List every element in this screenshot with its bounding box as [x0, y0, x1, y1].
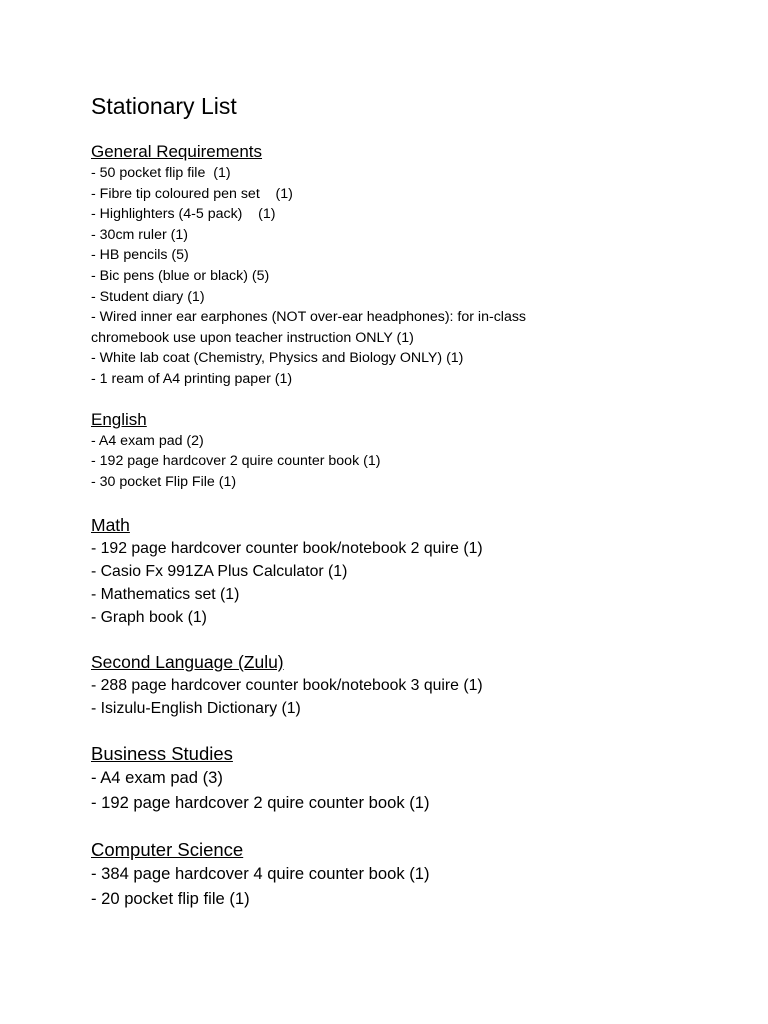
section-heading: Business Studies: [91, 743, 233, 765]
list-item: - 288 page hardcover counter book/notebook 3 quire (1): [91, 677, 483, 695]
list-item: - 192 page hardcover 2 quire counter book (1): [91, 792, 430, 812]
list-item: - Wired inner ear earphones (NOT over-ear headphones): for in-class chromebook use upon teacher instruction ONLY (1): [91, 309, 530, 346]
section-heading: General Requirements: [91, 142, 263, 161]
section-general-requirements: [91, 141, 731, 390]
list-item: - 30 pocket Flip File (1): [91, 473, 237, 490]
section-math: [91, 513, 731, 629]
list-item: - Fibre tip coloured pen set (1): [91, 185, 293, 202]
list-item: - 1 ream of A4 printing paper (1): [91, 370, 293, 387]
page-title: Stationary List: [91, 93, 237, 119]
section-english: [91, 409, 731, 493]
list-item: - Bic pens (blue or black) (5): [91, 267, 270, 284]
section-heading: English: [91, 409, 147, 429]
item-list: [91, 431, 731, 493]
section-heading: Computer Science: [91, 839, 244, 861]
item-list: [91, 537, 731, 629]
list-item: - 50 pocket flip file (1): [91, 165, 231, 181]
item-list: [91, 862, 731, 911]
list-item: - A4 exam pad (3): [91, 768, 223, 788]
list-item: - 384 page hardcover 4 quire counter book (1): [91, 864, 430, 884]
list-item: - HB pencils (5): [91, 247, 189, 264]
section-heading: Math: [91, 515, 130, 536]
list-item: - White lab coat (Chemistry, Physics and Biology ONLY) (1): [91, 350, 464, 367]
list-item: - Student diary (1): [91, 288, 205, 305]
list-item: - Highlighters (4-5 pack) (1): [91, 206, 276, 223]
list-item: - Graph book (1): [91, 609, 207, 627]
list-item: - 20 pocket flip file (1): [91, 888, 250, 908]
item-list: [91, 163, 731, 390]
list-item: - Isizulu-English Dictionary (1): [91, 700, 301, 718]
item-list: [91, 766, 731, 815]
item-list: [91, 674, 731, 720]
document-page: [91, 90, 731, 911]
list-item: - Casio Fx 991ZA Plus Calculator (1): [91, 563, 348, 581]
list-item: - 192 page hardcover 2 quire counter book (1): [91, 453, 381, 470]
list-item: - 30cm ruler (1): [91, 226, 188, 243]
section-computer-science: [91, 837, 731, 911]
list-item: - 192 page hardcover counter book/notebook 2 quire (1): [91, 540, 483, 558]
list-item: - A4 exam pad (2): [91, 432, 204, 449]
section-business-studies: [91, 741, 731, 815]
list-item: - Mathematics set (1): [91, 586, 240, 604]
section-heading: Second Language (Zulu): [91, 652, 284, 673]
section-second-language: [91, 650, 731, 720]
